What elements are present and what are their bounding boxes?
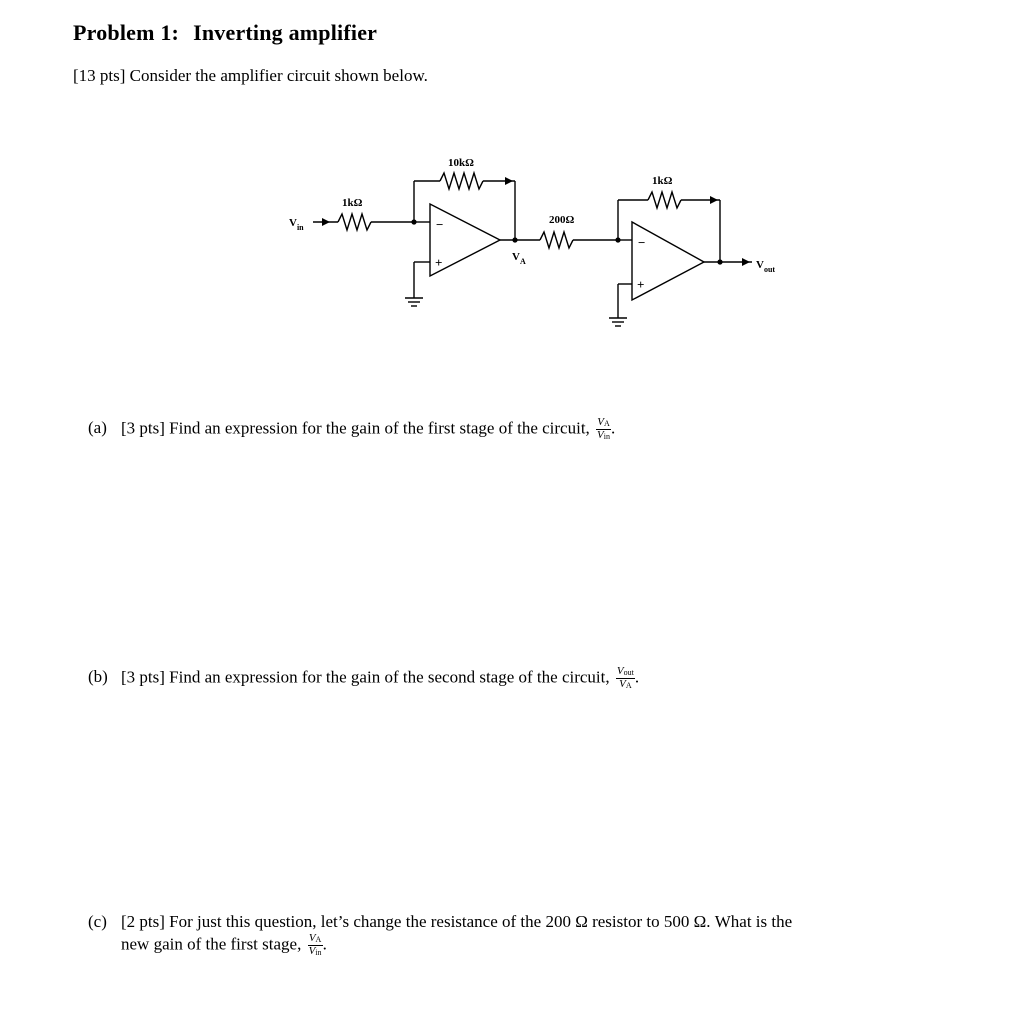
- node-va: [512, 237, 517, 242]
- question-b: (b) [3 pts] Find an expression for the gain of the second stage of the circuit, $\frac{V_{out}}{V_A}$ .: [88, 665, 640, 690]
- resistor-200-mid: [540, 232, 573, 248]
- r-mid-label: 200Ω: [549, 214, 575, 226]
- resistor-1k-input: [338, 214, 371, 230]
- va-label: $V_A$: [512, 251, 526, 266]
- problem-name: Inverting amplifier: [193, 20, 378, 45]
- vout-arrow-icon: [742, 258, 750, 266]
- question-c-text2: new gain of the first stage,: [121, 934, 302, 954]
- vin-label: $V_{in}$: [289, 217, 304, 232]
- gain-fraction-c: $\frac{V_A}{V_{in}}$: [308, 932, 322, 957]
- question-b-text: [3 pts] Find an expression for the gain of the second stage of the circuit,: [121, 667, 610, 687]
- r-feedback2-label: 1kΩ: [652, 175, 673, 187]
- opamp2-plus-sign: +: [637, 277, 645, 292]
- node-vout: [717, 259, 722, 264]
- resistor-1k-feedback: [648, 192, 681, 208]
- opamp2-minus-sign: −: [638, 235, 646, 250]
- question-a: (a) [3 pts] Find an expression for the gain of the first stage of the circuit, $\frac{V_A}{V_{in}}$ .: [88, 416, 616, 441]
- question-c-label: (c): [88, 912, 107, 931]
- opamp1-minus-sign: −: [436, 217, 444, 232]
- gain-fraction-a: $\frac{V_A}{V_{in}}$: [597, 416, 611, 441]
- question-a-text: [3 pts] Find an expression for the gain of the first stage of the circuit,: [121, 418, 590, 438]
- r-feedback1-label: 10kΩ: [448, 157, 474, 169]
- question-c: (c) [2 pts] For just this question, let’s change the resistance of the 200 Ω resistor to 500 Ω. What is the new gain of the first stage, $\frac{V_A}{V_{in}}$ .: [88, 912, 793, 957]
- problem-number: Problem 1:: [73, 20, 180, 45]
- feedback1-arrow-icon: [505, 177, 513, 185]
- node-mid: [615, 237, 620, 242]
- opamp1-plus-sign: +: [435, 255, 443, 270]
- gain-fraction-b: $\frac{V_{out}}{V_A}$: [616, 665, 634, 690]
- question-c-text: [2 pts] For just this question, let’s change the resistance of the 200 Ω resistor to 500 Ω. What is the: [121, 912, 793, 931]
- question-a-label: (a): [88, 418, 107, 438]
- question-b-label: (b): [88, 667, 108, 687]
- node-input: [411, 219, 416, 224]
- problem-intro: [13 pts] Consider the amplifier circuit shown below.: [73, 66, 428, 85]
- r-input-label: 1kΩ: [342, 197, 363, 209]
- feedback2-arrow-icon: [710, 196, 718, 204]
- resistor-10k-feedback: [440, 173, 483, 189]
- vout-label: $V_{out}$: [756, 259, 776, 274]
- vin-arrow-icon: [322, 218, 330, 226]
